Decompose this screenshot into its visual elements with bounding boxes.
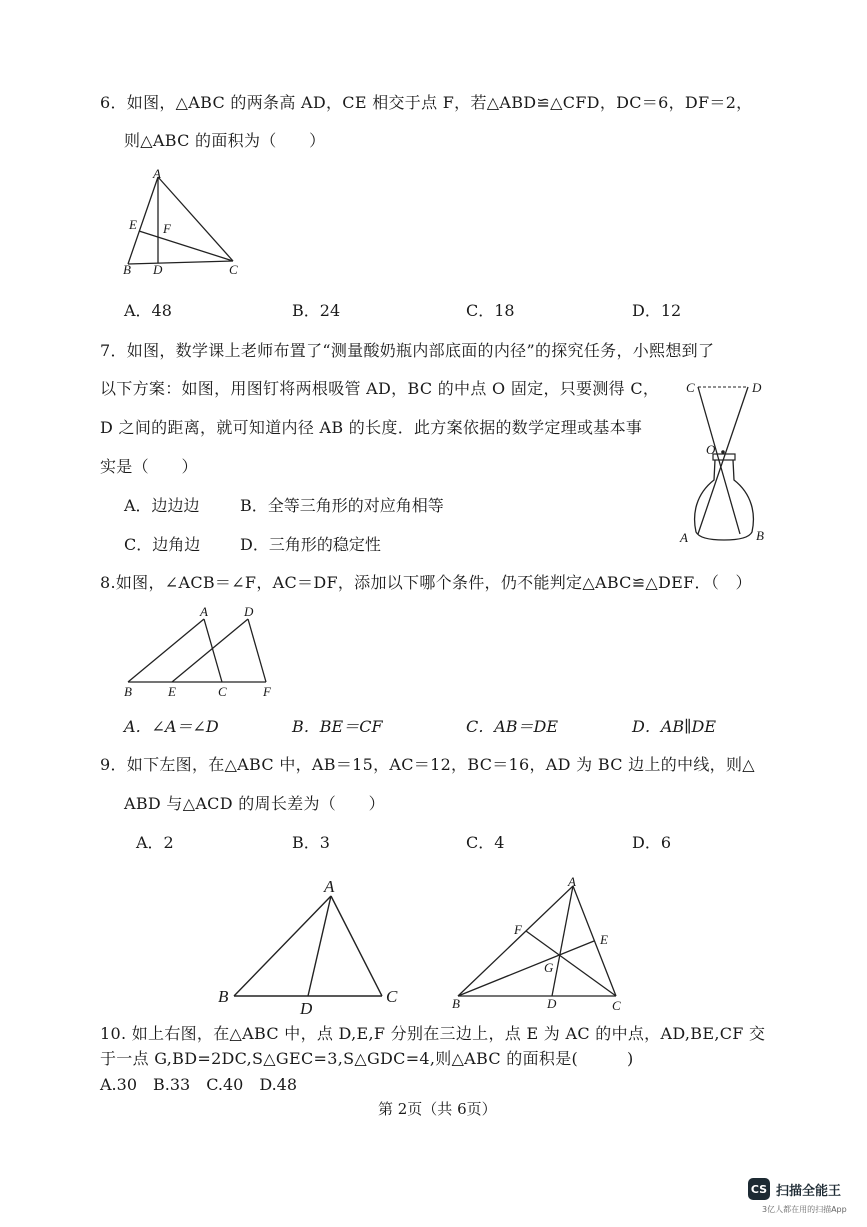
q7-line1: 7．如图，数学课上老师布置了“测量酸奶瓶内部底面的内径”的探究任务，小熙想到了: [100, 341, 715, 360]
q6-label-A: A: [153, 166, 161, 181]
q8-label-C: C: [218, 684, 227, 699]
q7-option-c: C．边角边: [124, 535, 201, 554]
q7-figure: [676, 372, 776, 548]
q6-option-c: C．18: [466, 301, 515, 320]
q8-option-b: B．BE＝CF: [292, 717, 383, 736]
q8-label-F: F: [263, 684, 271, 699]
q8-option-a: A．∠A＝∠D: [124, 717, 219, 736]
q10-label-C: C: [612, 998, 621, 1013]
scanner-tagline: 3亿人都在用的扫描App: [762, 1205, 847, 1214]
q9-label-B: B: [218, 987, 229, 1006]
q6-option-b: B．24: [292, 301, 341, 320]
q8-label-D: D: [244, 604, 254, 619]
q9-label-C: C: [386, 987, 398, 1006]
q10-label-G: G: [544, 960, 554, 975]
q7-label-B: B: [756, 528, 764, 543]
q9-line1: 9．如下左图，在△ABC 中，AB＝15，AC＝12，BC＝16，AD 为 BC 边上的中线，则△: [100, 755, 755, 774]
q6-line1: 6．如图，△ABC 的两条高 AD，CE 相交于点 F，若△ABD≌△CFD，DC＝6，DF＝2，: [100, 93, 753, 112]
q6-label-F: F: [163, 221, 171, 236]
q6-option-d: D．12: [632, 301, 682, 320]
q6-label-D: D: [153, 262, 163, 277]
q9-option-d: D．6: [632, 833, 672, 852]
q7-option-d: D．三角形的稳定性: [240, 535, 381, 554]
q10-label-B: B: [452, 996, 460, 1011]
q8-option-d: D．AB∥DE: [632, 717, 717, 736]
q6-label-C: C: [229, 262, 238, 277]
q10-line2: 于一点 G,BD=2DC,S△GEC=3,S△GDC=4,则△ABC 的面积是( ): [100, 1049, 634, 1068]
q7-option-b: B．全等三角形的对应角相等: [240, 496, 444, 515]
scanner-app-name: 扫描全能王: [776, 1183, 842, 1199]
q10-label-F: F: [514, 922, 522, 937]
q6-option-a: A．48: [124, 301, 172, 320]
q7-label-O: O: [706, 442, 716, 457]
q6-label-B: B: [123, 262, 131, 277]
q7-label-D: D: [752, 380, 762, 395]
q7-label-A: A: [680, 530, 688, 545]
q8-label-E: E: [168, 684, 176, 699]
q8-label-B: B: [124, 684, 132, 699]
q10-options: A.30 B.33 C.40 D.48: [100, 1075, 298, 1094]
q9-label-A: A: [324, 877, 335, 896]
q10-figure: [448, 872, 638, 1014]
q9-option-a: A．2: [136, 833, 174, 852]
q7-line4: 实是（ ）: [100, 457, 198, 476]
q10-label-D: D: [547, 996, 557, 1011]
q9-label-D: D: [300, 999, 313, 1018]
q9-option-c: C．4: [466, 833, 505, 852]
q9-line2: ABD 与△ACD 的周长差为（ ）: [124, 794, 385, 813]
page-footer: 第 2页（共 6页）: [378, 1100, 497, 1118]
q7-line3: D 之间的距离，就可知道内径 AB 的长度．此方案依据的数学定理或基本事: [100, 418, 643, 437]
q7-option-a: A．边边边: [124, 496, 200, 515]
q9-option-b: B．3: [292, 833, 330, 852]
q10-line1: 10. 如上右图，在△ABC 中，点 D,E,F 分别在三边上，点 E 为 AC 的中点，AD,BE,CF 交: [100, 1024, 766, 1043]
q7-label-C: C: [686, 380, 695, 395]
q8-line1: 8.如图，∠ACB＝∠F，AC＝DF，添加以下哪个条件，仍不能判定△ABC≌△DEF．（ ）: [100, 573, 752, 592]
q6-figure: [115, 168, 255, 280]
q6-line2: 则△ABC 的面积为（ ）: [124, 131, 326, 150]
q6-label-E: E: [129, 217, 137, 232]
q10-label-A: A: [568, 874, 576, 889]
q10-label-E: E: [600, 932, 608, 947]
scanner-watermark: [748, 1178, 841, 1200]
q9-figure: [214, 874, 414, 1020]
scanner-logo-icon: CS: [748, 1178, 770, 1200]
q8-label-A: A: [200, 604, 208, 619]
q8-option-c: C．AB＝DE: [466, 717, 559, 736]
q8-figure: [118, 604, 288, 700]
q7-line2: 以下方案：如图，用图钉将两根吸管 AD，BC 的中点 O 固定，只要测得 C，: [100, 379, 660, 398]
